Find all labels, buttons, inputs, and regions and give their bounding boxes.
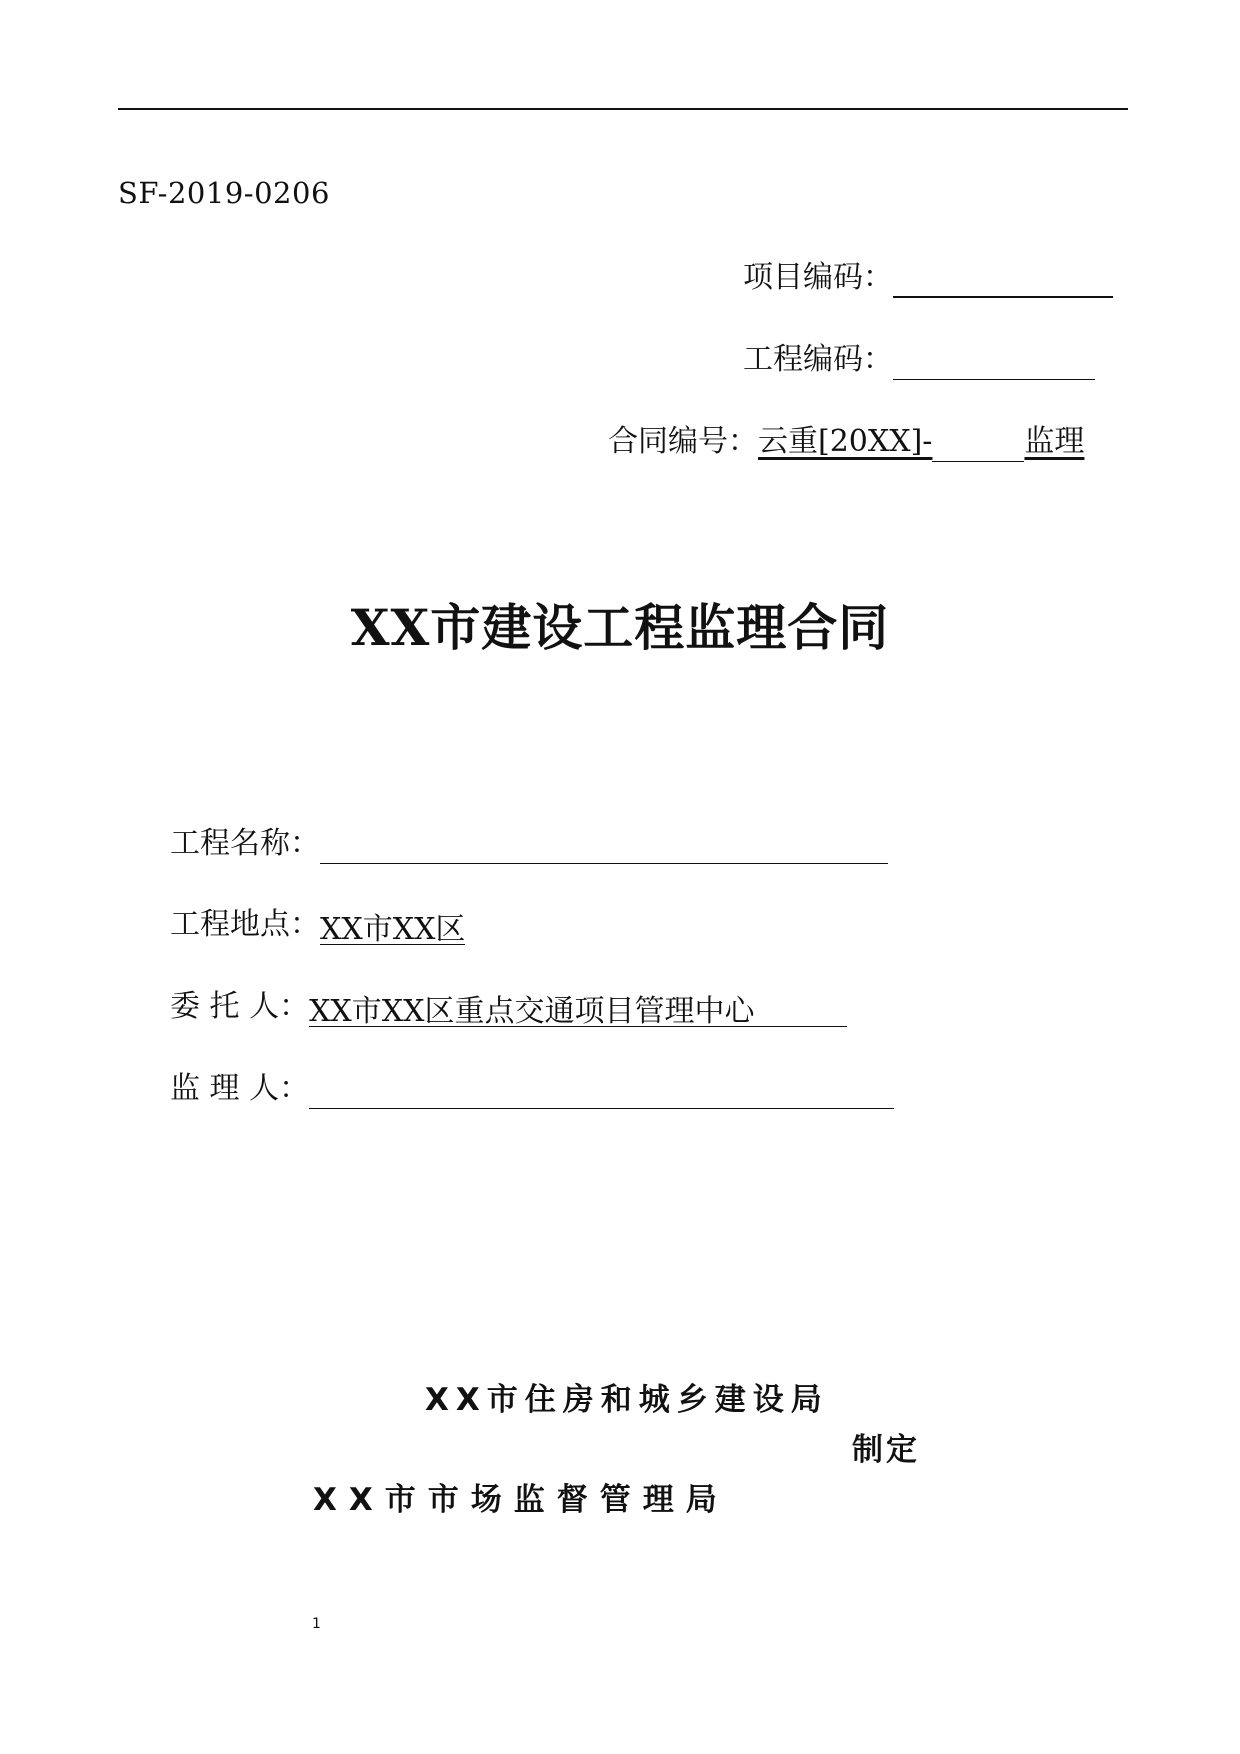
project-location-value: XX市XX区 bbox=[320, 912, 466, 947]
client-label: 委 托 人： bbox=[170, 989, 310, 1024]
project-name-row bbox=[170, 824, 888, 864]
project-code-row bbox=[743, 258, 1113, 298]
supervisor-row bbox=[170, 1069, 894, 1109]
issuer-market-bureau: XX市市场监督管理局 bbox=[313, 1482, 729, 1518]
project-code-label: 项目编码： bbox=[743, 260, 893, 295]
contract-number-value: 云重[20XX]- bbox=[758, 424, 933, 459]
contract-number-label: 合同编号： bbox=[608, 424, 758, 459]
document-code: SF-2019-0206 bbox=[118, 176, 330, 210]
header-rule bbox=[118, 108, 1128, 110]
issuer-made-by: 制定 bbox=[852, 1432, 920, 1468]
issuer-housing-bureau: XX市住房和城乡建设局 bbox=[425, 1382, 829, 1418]
engineering-code-label: 工程编码： bbox=[743, 342, 893, 377]
project-code-blank bbox=[893, 266, 1113, 298]
supervisor-label: 监 理 人： bbox=[170, 1071, 310, 1106]
contract-title: XX市建设工程监理合同 bbox=[350, 598, 890, 657]
engineering-code-blank bbox=[893, 349, 1095, 380]
supervisor-value bbox=[309, 1074, 894, 1109]
page-number: 1 bbox=[312, 1616, 321, 1632]
project-name-label: 工程名称： bbox=[170, 826, 320, 861]
client-value: XX市XX区重点交通项目管理中心 bbox=[309, 992, 847, 1027]
project-location-label: 工程地点： bbox=[170, 907, 320, 942]
client-row bbox=[170, 987, 847, 1027]
project-name-value bbox=[320, 829, 888, 864]
contract-number-row bbox=[608, 422, 1084, 462]
project-location-row bbox=[170, 905, 465, 945]
engineering-code-row bbox=[743, 340, 1095, 380]
contract-number-suffix: 监理 bbox=[1024, 424, 1085, 459]
contract-number-blank bbox=[932, 430, 1024, 462]
